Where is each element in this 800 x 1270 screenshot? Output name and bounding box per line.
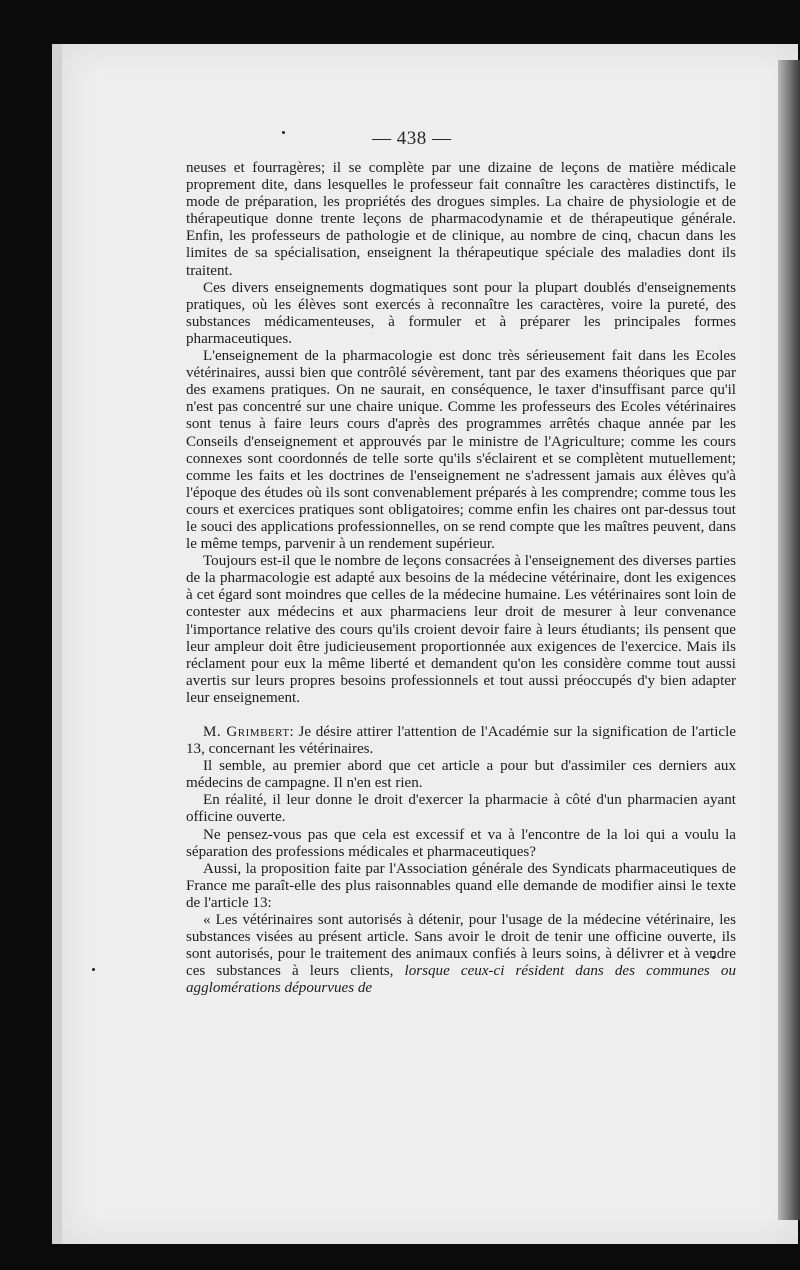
speaker-paragraph <box>186 724 736 758</box>
paragraph: En réalité, il leur donne le droit d'exercer la pharmacie à côté d'un pharmacien ayant officine ouverte. <box>186 792 736 826</box>
page-edge-shadow <box>778 60 800 1220</box>
print-speck <box>92 968 95 971</box>
page-number: — 438 — <box>372 128 452 149</box>
paragraph: Il semble, au premier abord que cet article a pour but d'assimiler ces derniers aux médecins de campagne. Il n'en est rien. <box>186 758 736 792</box>
paragraph: Ne pensez-vous pas que cela est excessif et va à l'encontre de la loi qui a voulu la séparation des professions médicales et pharmaceutiques? <box>186 826 736 860</box>
quote-italic-text: lorsque ceux-ci résident dans des communes ou agglomérations dépourvues de <box>186 963 736 997</box>
paragraph: L'enseignement de la pharmacologie est donc très sérieusement fait dans les Ecoles vétérinaires, aussi bien que contrôlé sévèrement, tant par des examens théoriques que par des examens pratiques. On ne saurait, en conséquence, le taxer d'insuffisant parce qu'il n'est pas concentré sur une chaire unique. Comme les professeurs des Ecoles vétérinaires sont tenus à faire leurs cours d'après des programmes arrêtés chaque année par les Conseils d'enseignement et approuvés par le ministre de l'Agriculture; comme les cours connexes sont coordonnés de telle sorte qu'ils s'éclairent et se complètent mutuellement; comme les faits et les doctrines de l'enseignement ne s'adressent jamais aux élèves qu'à l'époque des études où ils sont convenablement préparés à les comprendre; comme tous les cours et exercices pratiques sont obligatoires; comme enfin les chaires ont par-dessus tout le souci des applications professionnelles, on se rend compte que les maîtres peuvent, dans le même temps, parvenir à un rendement supérieur. <box>186 348 736 553</box>
speaker-name: M. Grimbert <box>203 724 290 740</box>
quote-text: « Les vétérinaires sont autorisés à détenir, pour l'usage de la médecine vétérinaire, les substances visées au présent article. Sans avoir le droit de tenir une officine ouverte, ils sont autorisés, pour le traitement des animaux confiés à leurs soins, à délivrer et à vendre ces substances à leurs clients, <box>186 912 736 980</box>
paragraph: Aussi, la proposition faite par l'Association générale des Syndicats pharmaceutiques de France me paraît-elle des plus raisonnables quand elle demande de modifier ainsi le texte de l'article 13: <box>186 860 736 911</box>
body-text <box>186 160 736 998</box>
speaker-intro: : Je désire attirer l'attention de l'Académie sur la signification de l'article 13, concernant les vétérinaires. <box>186 724 736 758</box>
quoted-amendment <box>186 912 736 997</box>
print-speck <box>282 131 285 134</box>
paragraph: Toujours est-il que le nombre de leçons consacrées à l'enseignement des diverses parties de la pharmacologie est adapté aux besoins de la médecine vétérinaire, dont les exigences à cet égard sont moindres que celles de la médecine humaine. Les vétérinaires sont loin de contester aux médecins et aux pharmaciens leur droit de mesurer à leur convenance l'importance relative des cours qu'ils croient devoir faire à leurs étudiants; ils pensent que leur ampleur doit être judicieusement proportionnée aux exigences de l'exercice. Mais ils réclament pour eux la même liberté et demandent qu'on les considère comme tout aussi avertis sur leurs propres besoins professionnels et tout aussi préoccupés d'y bien adapter leur enseignement. <box>186 553 736 706</box>
paragraph: neuses et fourragères; il se complète par une dizaine de leçons de matière médicale proprement dite, dans lesquelles le professeur fait connaître les caractères distinctifs, le mode de préparation, les propriétés des drogues simples. La chaire de physiologie et de thérapeutique donne trente leçons de pharmacodynamie et de thérapeutique générale. Enfin, les professeurs de pathologie et de clinique, au nombre de cinq, chacun dans les limites de sa spécialisation, enseignent la thérapeutique spéciale des maladies dont ils traitent. <box>186 160 736 279</box>
paragraph: Ces divers enseignements dogmatiques sont pour la plupart doublés d'enseignements pratiques, où les élèves sont exercés à reconnaître les caractères, voire la pureté, des substances médicamenteuses, à formuler et à préparer les principales formes pharmaceutiques. <box>186 279 736 347</box>
